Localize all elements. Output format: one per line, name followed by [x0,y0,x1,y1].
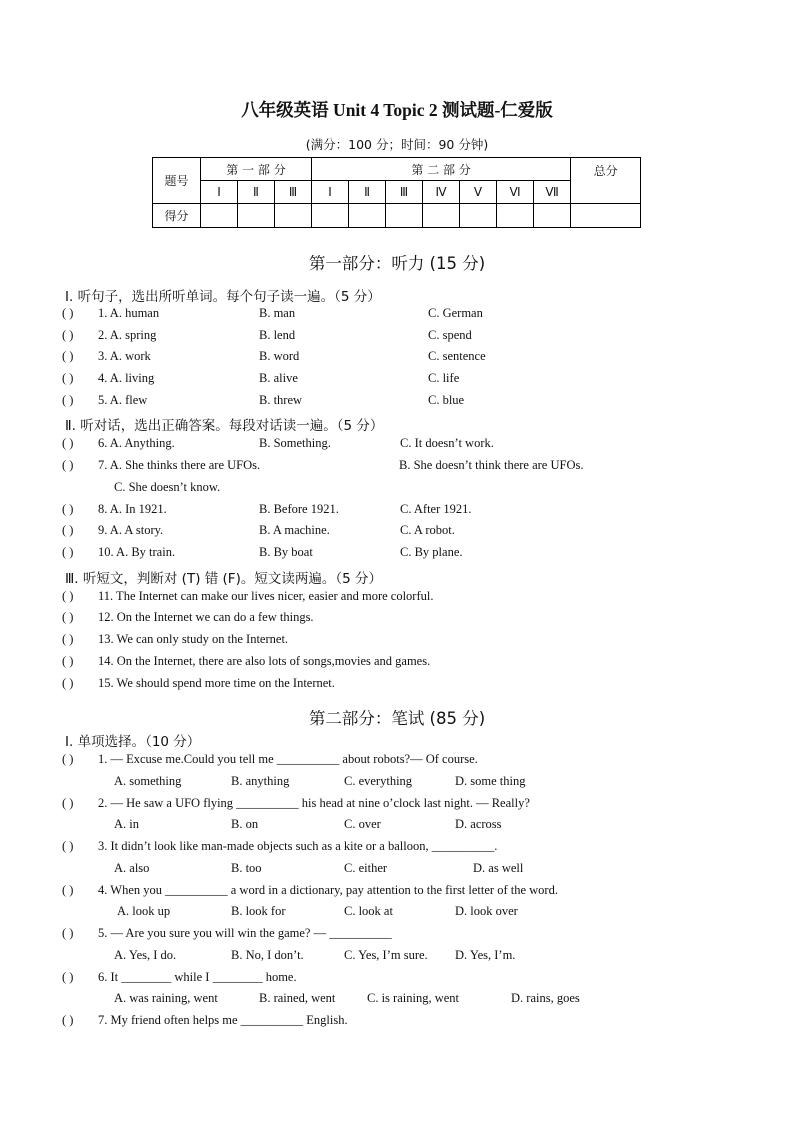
option-d: D. look over [455,904,518,918]
question-text: 1. A. human [98,306,160,320]
score-row-label: 得分 [153,204,201,228]
question-row-continued [62,480,742,500]
question-text: 11. The Internet can make our lives nicer, easier and more colorful. [98,589,434,603]
answer-blank[interactable]: ( ) [62,349,74,363]
page-title: 八年级英语 Unit 4 Topic 2 测试题-仁爱版 [241,100,553,120]
option-a: A. also [114,861,150,875]
score-col: Ⅶ [534,181,571,204]
answer-blank[interactable]: ( ) [62,610,74,624]
listening-part1-heading: Ⅰ. 听句子，选出所听单词。每个句子读一遍。（5 分） [65,289,381,305]
question-text: 2. A. spring [98,328,157,342]
option-a: A. in [114,817,139,831]
answer-blank[interactable]: ( ) [62,752,74,766]
answer-blank[interactable]: ( ) [62,328,74,342]
question-text: 4. A. living [98,371,155,385]
options-row [114,991,794,1011]
option-c: C. German [428,306,483,320]
score-col: Ⅲ [386,181,423,204]
score-total-header: 总分 [571,158,641,204]
option-c: C. everything [344,774,413,788]
score-cell[interactable] [423,204,460,228]
option-a: A. Yes, I do. [114,948,177,962]
answer-blank[interactable]: ( ) [62,970,74,984]
answer-blank[interactable]: ( ) [62,926,74,940]
listening-part2-heading: Ⅱ. 听对话，选出正确答案。每段对话读一遍。（5 分） [65,418,384,434]
question-text: 14. On the Internet, there are also lots of songs,movies and games. [98,654,431,668]
score-cell[interactable] [201,204,238,228]
option-d: D. across [455,817,502,831]
question-text: 1. — Excuse me.Could you tell me __________ about robots?— Of course. [98,752,478,766]
option-b: B. Something. [259,436,331,450]
option-b: B. look for [231,904,286,918]
answer-blank[interactable]: ( ) [62,589,74,603]
option-c: C. look at [344,904,393,918]
score-cell[interactable] [312,204,349,228]
option-d: D. as well [473,861,524,875]
option-d: D. some thing [455,774,526,788]
option-c: C. is raining, went [367,991,460,1005]
score-part2-header: 第 二 部 分 [312,158,571,181]
question-text: 7. My friend often helps me __________ English. [98,1013,348,1027]
option-c: C. spend [428,328,472,342]
score-col: Ⅵ [497,181,534,204]
option-c: C. either [344,861,388,875]
answer-blank[interactable]: ( ) [62,1013,74,1027]
question-row [62,1013,742,1033]
score-col: Ⅰ [201,181,238,204]
section-listening-heading: 第一部分：听力 (15 分) [308,254,486,273]
score-col: Ⅳ [423,181,460,204]
option-b: B. By boat [259,545,313,559]
question-row [62,349,742,369]
option-c: C. By plane. [400,545,463,559]
score-cell[interactable] [349,204,386,228]
answer-blank[interactable]: ( ) [62,371,74,385]
question-row [62,676,742,696]
answer-blank[interactable]: ( ) [62,632,74,646]
question-row [62,610,742,630]
score-cell[interactable] [497,204,534,228]
score-cell[interactable] [386,204,423,228]
score-table [152,157,641,228]
option-c: C. over [344,817,381,831]
option-b: B. Before 1921. [259,502,339,516]
option-a: A. look up [117,904,171,918]
option-c: C. After 1921. [400,502,472,516]
option-b: B. threw [259,393,303,407]
answer-blank[interactable]: ( ) [62,436,74,450]
question-text: 6. It ________ while I ________ home. [98,970,297,984]
answer-blank[interactable]: ( ) [62,654,74,668]
score-col: Ⅲ [275,181,312,204]
question-text: 3. It didn’t look like man-made objects such as a kite or a balloon, __________. [98,839,498,853]
question-row [62,436,742,456]
options-row [114,861,794,881]
option-b: B. on [231,817,259,831]
score-cell[interactable] [534,204,571,228]
answer-blank[interactable]: ( ) [62,839,74,853]
option-c: C. life [428,371,460,385]
options-row [114,948,794,968]
question-text: 6. A. Anything. [98,436,175,450]
question-row [62,839,742,859]
question-text: 13. We can only study on the Internet. [98,632,289,646]
question-text: 15. We should spend more time on the Internet. [98,676,335,690]
score-col: Ⅱ [349,181,386,204]
answer-blank[interactable]: ( ) [62,796,74,810]
option-c: C. A robot. [400,523,455,537]
question-row [62,926,742,946]
score-col: Ⅱ [238,181,275,204]
score-header-label: 题号 [153,158,201,204]
answer-blank[interactable]: ( ) [62,545,74,559]
option-b: B. lend [259,328,296,342]
question-row [62,752,742,772]
option-b: B. She doesn’t think there are UFOs. [399,458,584,472]
option-a: A. something [114,774,182,788]
option-c: C. blue [428,393,465,407]
option-b: B. anything [231,774,290,788]
writing-part1-heading: Ⅰ. 单项选择。（10 分） [65,734,201,750]
option-c: C. sentence [428,349,486,363]
question-text: 12. On the Internet we can do a few things. [98,610,314,624]
option-b: B. rained, went [259,991,336,1005]
score-col: Ⅰ [312,181,349,204]
question-row [62,306,742,326]
question-text: 3. A. work [98,349,151,363]
listening-part3-heading: Ⅲ. 听短文，判断对 (T) 错 (F)。短文读两遍。（5 分） [65,571,382,587]
option-b: B. A machine. [259,523,330,537]
answer-blank[interactable]: ( ) [62,883,74,897]
question-text: 8. A. In 1921. [98,502,167,516]
answer-blank[interactable]: ( ) [62,458,74,472]
question-row [62,970,742,990]
question-row [62,393,742,413]
answer-blank[interactable]: ( ) [62,523,74,537]
option-c: C. She doesn’t know. [114,480,221,494]
options-row [114,774,794,794]
score-part1-header: 第 一 部 分 [201,158,312,181]
question-text: 5. A. flew [98,393,148,407]
option-b: B. man [259,306,296,320]
question-row [62,328,742,348]
question-row [62,654,742,674]
question-row [62,523,742,543]
section-writing-heading: 第二部分：笔试 (85 分) [308,709,486,728]
option-c: C. It doesn’t work. [400,436,494,450]
question-row [62,883,742,903]
option-d: D. rains, goes [511,991,580,1005]
question-text: 10. A. By train. [98,545,176,559]
answer-blank[interactable]: ( ) [62,393,74,407]
question-text: 5. — Are you sure you will win the game? — __________ [98,926,392,940]
question-row [62,632,742,652]
option-b: B. word [259,349,300,363]
option-b: B. too [231,861,262,875]
options-row [114,817,794,837]
option-b: B. alive [259,371,298,385]
question-text: 2. — He saw a UFO flying __________ his head at nine o’clock last night. — Really? [98,796,530,810]
score-cell[interactable] [460,204,497,228]
option-c: C. Yes, I’m sure. [344,948,428,962]
score-cell[interactable] [238,204,275,228]
question-row [62,502,742,522]
page-subtitle: (满分：100 分；时间：90 分钟) [305,137,489,152]
question-row [62,458,742,478]
score-col: Ⅴ [460,181,497,204]
answer-blank[interactable]: ( ) [62,502,74,516]
answer-blank[interactable]: ( ) [62,676,74,690]
question-row [62,371,742,391]
question-row [62,796,742,816]
question-text: 4. When you __________ a word in a dictionary, pay attention to the first letter of the word. [98,883,558,897]
option-b: B. No, I don’t. [231,948,304,962]
options-row [117,904,794,924]
score-cell[interactable] [275,204,312,228]
question-row [62,589,742,609]
answer-blank[interactable]: ( ) [62,306,74,320]
option-a: A. was raining, went [114,991,218,1005]
question-text: 7. A. She thinks there are UFOs. [98,458,261,472]
question-row [62,545,742,565]
question-text: 9. A. A story. [98,523,164,537]
score-total-cell[interactable] [571,204,641,228]
option-d: D. Yes, I’m. [455,948,516,962]
